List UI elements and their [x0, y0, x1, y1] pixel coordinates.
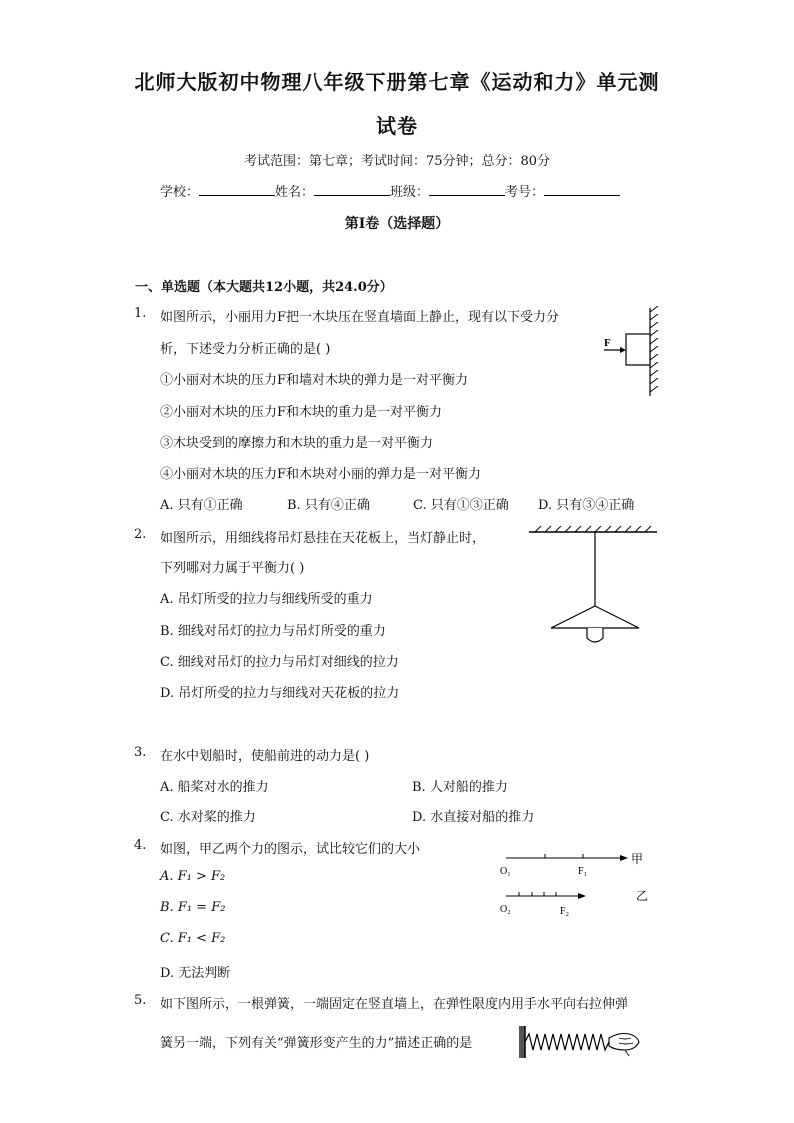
label-jia: 甲	[631, 852, 644, 866]
info-fields	[160, 181, 620, 200]
q2-option-b[interactable]: B. 细线对吊灯的拉力与吊灯所受的重力	[160, 624, 386, 639]
number-blank[interactable]	[544, 183, 620, 196]
label-f2: F₂	[560, 906, 570, 917]
label-yi: 乙	[636, 889, 649, 903]
school-label: 学校：	[160, 185, 200, 200]
q2-number: 2.	[134, 527, 147, 542]
exam-info: 考试范围：第七章；考试时间：75分钟；总分：80分	[243, 154, 551, 169]
q1-stem: 如图所示，小丽用力F把一木块压在竖直墙面上静止，现有以下受力分	[160, 310, 560, 325]
class-blank[interactable]	[429, 183, 505, 196]
q3-option-d[interactable]: D. 水直接对船的推力	[412, 810, 535, 825]
q3-option-b[interactable]: B. 人对船的推力	[412, 780, 508, 795]
block-shape	[626, 334, 650, 365]
q1-stem-cont: 析，下述受力分析正确的是( )	[160, 342, 331, 357]
q4-force-diagrams-figure	[498, 848, 658, 920]
class-label: 班级：	[390, 185, 430, 200]
q4-number: 4.	[134, 838, 147, 853]
label-f1: F₁	[578, 866, 588, 877]
q3-number: 3.	[134, 745, 147, 760]
q4-stem: 如图，甲乙两个力的图示，试比较它们的大小	[160, 842, 421, 857]
q1-statement-2: ②小丽对木块的压力F和木块的重力是一对平衡力	[160, 405, 443, 420]
q5-spring-figure	[515, 1024, 645, 1062]
name-blank[interactable]	[314, 183, 390, 196]
q4-option-a[interactable]: A. F₁ > F₂	[160, 869, 226, 884]
q1-number: 1.	[134, 306, 147, 321]
name-label: 姓名：	[275, 185, 315, 200]
q2-stem: 如图所示，用细线将吊灯悬挂在天花板上，当灯静止时，	[160, 531, 486, 546]
q1-wall-block-figure	[598, 306, 662, 398]
q1-option-c[interactable]: C. 只有①③正确	[413, 498, 509, 513]
spring-coil	[525, 1034, 609, 1050]
q4-option-c[interactable]: C. F₁ < F₂	[160, 931, 226, 946]
section-heading: 一、单选题（本大题共12小题，共24.0分）	[135, 280, 393, 295]
force-f-label: F	[604, 337, 611, 349]
label-o1: O₁	[500, 866, 511, 877]
q3-stem: 在水中划船时，使船前进的动力是( )	[160, 749, 370, 764]
number-label: 考号：	[505, 185, 545, 200]
q1-statement-1: ①小丽对木块的压力F和墙对木块的弹力是一对平衡力	[160, 373, 469, 388]
q2-hanging-lamp-figure	[527, 524, 661, 654]
q5-number: 5.	[134, 993, 147, 1008]
q4-option-b[interactable]: B. F₁ = F₂	[160, 900, 226, 915]
q2-option-c[interactable]: C. 细线对吊灯的拉力与吊灯对细线的拉力	[160, 655, 399, 670]
q2-option-a[interactable]: A. 吊灯所受的拉力与细线所受的重力	[160, 592, 373, 607]
hand-icon	[609, 1034, 639, 1057]
lamp-bulb	[587, 628, 603, 642]
q1-option-b[interactable]: B. 只有④正确	[287, 498, 370, 513]
school-blank[interactable]	[199, 183, 275, 196]
label-o2: O₂	[500, 904, 511, 915]
q4-option-d[interactable]: D. 无法判断	[160, 966, 231, 981]
volume-title: 第I卷（选择题）	[344, 216, 450, 232]
q3-option-c[interactable]: C. 水对桨的推力	[160, 810, 256, 825]
q1-statement-4: ④小丽对木块的压力F和木块对小丽的弹力是一对平衡力	[160, 467, 482, 482]
q3-option-a[interactable]: A. 船桨对水的推力	[160, 780, 269, 795]
q2-stem-cont: 下列哪对力属于平衡力( )	[160, 561, 305, 576]
lamp-shade	[551, 606, 639, 628]
q1-statement-3: ③木块受到的摩擦力和木块的重力是一对平衡力	[160, 436, 434, 451]
q1-option-a[interactable]: A. 只有①正确	[160, 498, 243, 513]
q5-stem-cont: 簧另一端，下列有关“弹簧形变产生的力”描述正确的是	[160, 1036, 473, 1051]
page-title-cont: 试卷	[376, 114, 418, 138]
q2-option-d[interactable]: D. 吊灯所受的拉力与细线对天花板的拉力	[160, 686, 400, 701]
q5-stem: 如下图所示，一根弹簧，一端固定在竖直墙上，在弹性限度内用手水平向右拉伸弹	[160, 997, 629, 1012]
wall-shape	[519, 1026, 525, 1058]
page-title: 北师大版初中物理八年级下册第七章《运动和力》单元测	[134, 70, 660, 94]
q1-option-d[interactable]: D. 只有③④正确	[538, 498, 635, 513]
